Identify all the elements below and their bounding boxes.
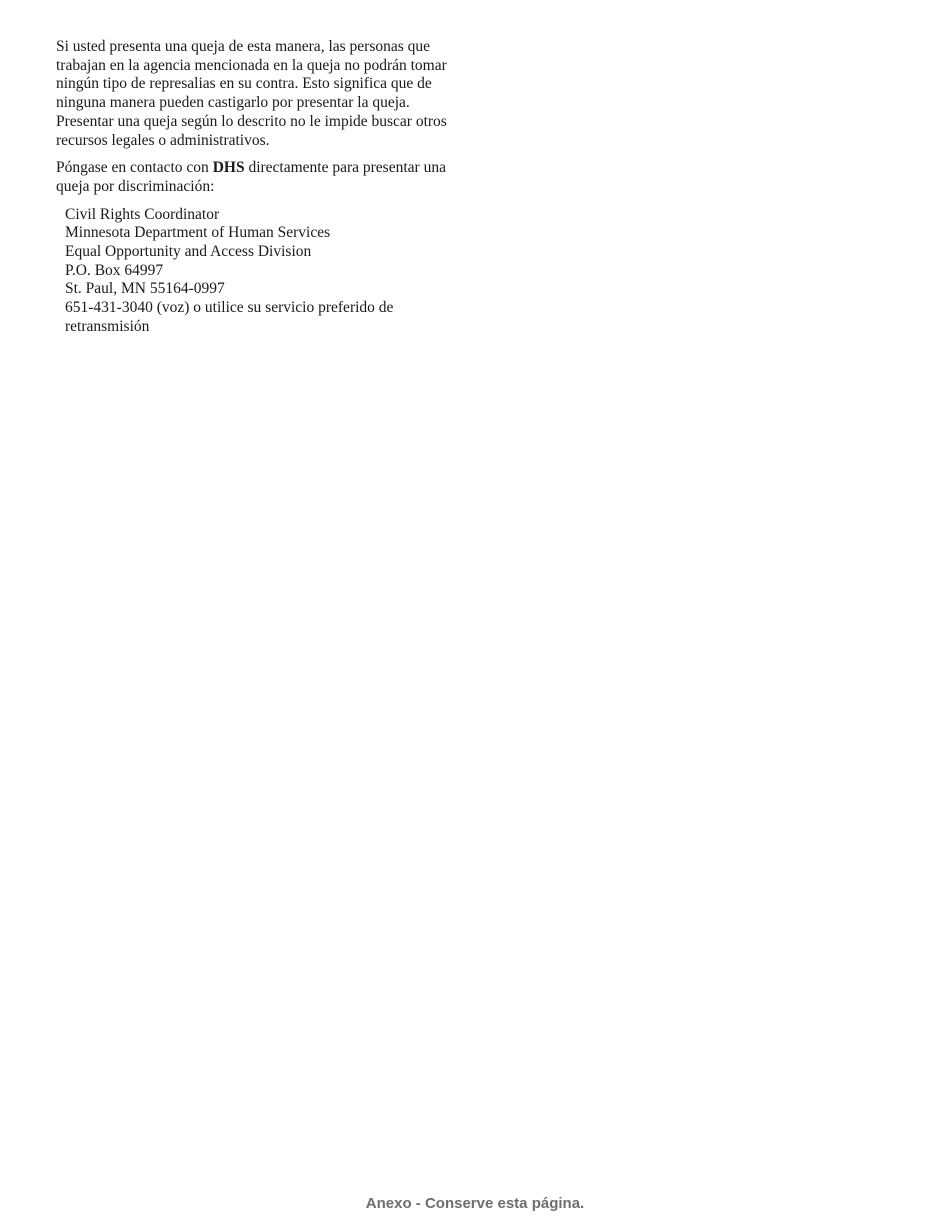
page-footer: Anexo - Conserve esta página. bbox=[365, 1195, 585, 1212]
contact-text-after: directamente para presentar una queja por discriminación: bbox=[56, 159, 446, 195]
address-department: Minnesota Department of Human Services bbox=[65, 224, 331, 242]
dhs-label: DHS bbox=[212, 159, 245, 177]
address-division: Equal Opportunity and Access Division bbox=[65, 243, 312, 261]
document-body bbox=[56, 38, 456, 337]
contact-paragraph bbox=[56, 159, 456, 196]
address-recipient: Civil Rights Coordinator bbox=[65, 205, 220, 223]
contact-text-before: Póngase en contacto con bbox=[56, 159, 213, 177]
address-phone: 651-431-3040 (voz) o utilice su servicio preferido de retransmisión bbox=[65, 299, 394, 335]
address-po-box: P.O. Box 64997 bbox=[65, 261, 164, 279]
mailing-address bbox=[56, 206, 456, 337]
address-city-state-zip: St. Paul, MN 55164-0997 bbox=[65, 280, 225, 298]
retaliation-paragraph: Si usted presenta una queja de esta manera, las personas que trabajan en la agencia mencionada en la queja no podrán tomar ningún tipo de represalias en su contra. Esto significa que de ninguna manera pueden castigarlo por presentar la queja. Presentar una queja según lo descrito no le impide buscar otros recursos legales o administrativos. bbox=[56, 38, 447, 149]
